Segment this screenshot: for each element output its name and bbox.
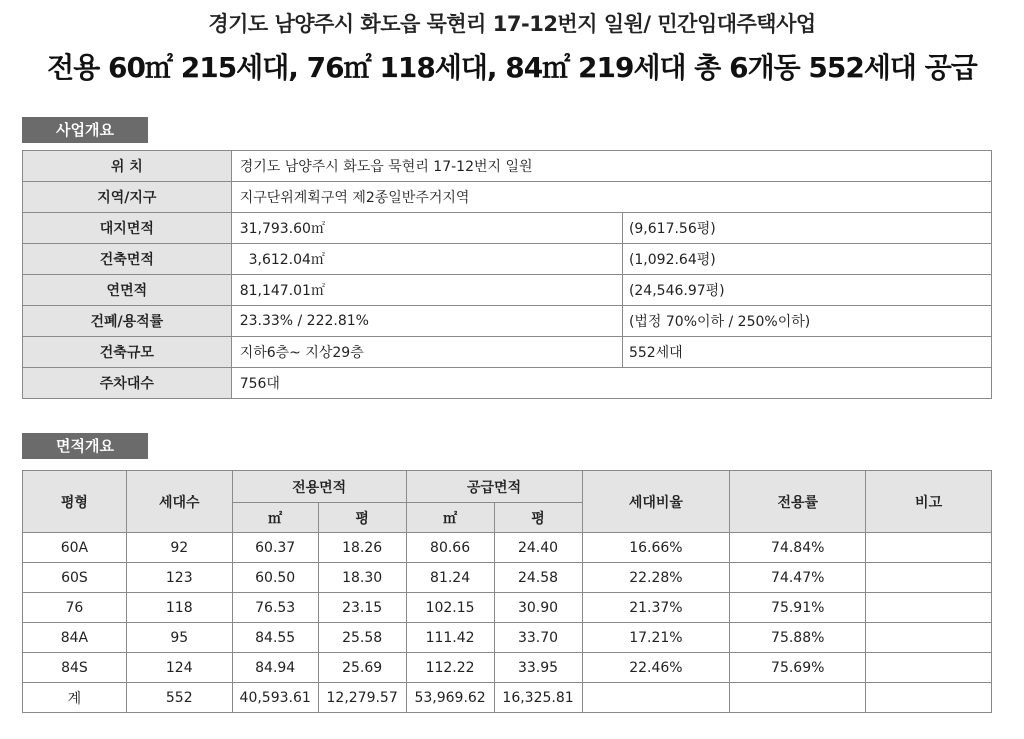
area-row xyxy=(23,683,992,713)
overview-value: 지구단위계획구역 제2종일반주거지역 xyxy=(231,182,991,213)
overview-value: 경기도 남양주시 화도읍 묵현리 17-12번지 일원 xyxy=(231,151,991,182)
overview-value: 756대 xyxy=(231,368,991,399)
overview-row xyxy=(23,182,992,213)
area-cell-type: 84S xyxy=(23,653,127,683)
area-cell-ex-m2: 60.50 xyxy=(232,563,318,593)
area-row xyxy=(23,623,992,653)
area-cell-ex-ratio: 75.88% xyxy=(730,623,866,653)
overview-label: 연면적 xyxy=(23,275,232,306)
overview-label: 건축규모 xyxy=(23,337,232,368)
area-cell-ex-ratio: 75.69% xyxy=(730,653,866,683)
overview-label: 대지면적 xyxy=(23,213,232,244)
area-cell-note xyxy=(866,533,992,563)
area-cell-ex-m2: 84.55 xyxy=(232,623,318,653)
area-cell-ex-py: 18.30 xyxy=(318,563,406,593)
area-cell-households: 118 xyxy=(126,593,232,623)
col-header-households: 세대수 xyxy=(126,471,232,533)
area-row xyxy=(23,593,992,623)
col-header-exclusive-pyeong: 평 xyxy=(318,503,406,533)
area-cell-ratio: 21.37% xyxy=(582,593,730,623)
overview-value: 3,612.04㎡ xyxy=(231,244,622,275)
area-cell-ex-py: 12,279.57 xyxy=(318,683,406,713)
area-cell-su-py: 30.90 xyxy=(494,593,582,623)
area-cell-note xyxy=(866,653,992,683)
area-cell-households: 123 xyxy=(126,563,232,593)
area-cell-su-m2: 112.22 xyxy=(406,653,494,683)
area-cell-households: 124 xyxy=(126,653,232,683)
overview-label: 건축면적 xyxy=(23,244,232,275)
area-cell-ex-py: 25.58 xyxy=(318,623,406,653)
area-section-tag: 면적개요 xyxy=(22,433,148,459)
overview-value: 81,147.01㎡ xyxy=(231,275,622,306)
area-cell-ex-py: 25.69 xyxy=(318,653,406,683)
area-cell-households: 95 xyxy=(126,623,232,653)
area-cell-ratio: 22.46% xyxy=(582,653,730,683)
project-overview-table xyxy=(22,150,992,399)
area-cell-ratio: 17.21% xyxy=(582,623,730,653)
project-title: 경기도 남양주시 화도읍 묵현리 17-12번지 일원/ 민간임대주택사업 xyxy=(208,12,816,36)
col-header-supply-area: 공급면적 xyxy=(406,471,582,503)
area-cell-su-m2: 80.66 xyxy=(406,533,494,563)
area-cell-note xyxy=(866,623,992,653)
overview-label: 주차대수 xyxy=(23,368,232,399)
area-cell-note xyxy=(866,563,992,593)
area-cell-type: 계 xyxy=(23,683,127,713)
area-cell-ex-ratio: 75.91% xyxy=(730,593,866,623)
overview-extra: (법정 70%이하 / 250%이하) xyxy=(622,306,991,337)
area-cell-ratio: 16.66% xyxy=(582,533,730,563)
area-row xyxy=(23,563,992,593)
overview-value: 31,793.60㎡ xyxy=(231,213,622,244)
area-row xyxy=(23,653,992,683)
area-cell-su-m2: 53,969.62 xyxy=(406,683,494,713)
area-cell-ratio xyxy=(582,683,730,713)
area-overview-table xyxy=(22,470,992,713)
overview-row xyxy=(23,368,992,399)
area-cell-ex-m2: 40,593.61 xyxy=(232,683,318,713)
area-cell-su-m2: 81.24 xyxy=(406,563,494,593)
area-cell-type: 60S xyxy=(23,563,127,593)
overview-value: 23.33% / 222.81% xyxy=(231,306,622,337)
overview-label: 건폐/용적률 xyxy=(23,306,232,337)
overview-extra: (24,546.97평) xyxy=(622,275,991,306)
area-cell-su-py: 33.70 xyxy=(494,623,582,653)
area-cell-su-py: 33.95 xyxy=(494,653,582,683)
area-cell-ex-m2: 76.53 xyxy=(232,593,318,623)
area-cell-ratio: 22.28% xyxy=(582,563,730,593)
col-header-exclusive-area: 전용면적 xyxy=(232,471,406,503)
area-cell-ex-ratio: 74.47% xyxy=(730,563,866,593)
overview-value: 지하6층~ 지상29층 xyxy=(231,337,622,368)
overview-extra: (9,617.56평) xyxy=(622,213,991,244)
area-cell-ex-py: 23.15 xyxy=(318,593,406,623)
col-header-type: 평형 xyxy=(23,471,127,533)
overview-extra: 552세대 xyxy=(622,337,991,368)
col-header-note: 비고 xyxy=(866,471,992,533)
area-cell-ex-m2: 60.37 xyxy=(232,533,318,563)
overview-label: 지역/지구 xyxy=(23,182,232,213)
area-cell-su-m2: 102.15 xyxy=(406,593,494,623)
area-cell-type: 76 xyxy=(23,593,127,623)
area-cell-su-py: 16,325.81 xyxy=(494,683,582,713)
area-cell-ex-m2: 84.94 xyxy=(232,653,318,683)
area-cell-su-py: 24.40 xyxy=(494,533,582,563)
area-cell-ex-ratio xyxy=(730,683,866,713)
col-header-ratio: 세대비율 xyxy=(582,471,730,533)
col-header-supply-m2: ㎡ xyxy=(406,503,494,533)
area-cell-note xyxy=(866,683,992,713)
area-cell-ex-ratio: 74.84% xyxy=(730,533,866,563)
col-header-exclusive-m2: ㎡ xyxy=(232,503,318,533)
area-cell-su-m2: 111.42 xyxy=(406,623,494,653)
overview-row xyxy=(23,244,992,275)
area-cell-ex-py: 18.26 xyxy=(318,533,406,563)
area-cell-type: 84A xyxy=(23,623,127,653)
supply-summary-title: 전용 60㎡ 215세대, 76㎡ 118세대, 84㎡ 219세대 총 6개동 552세대 공급 xyxy=(47,51,977,84)
overview-label: 위 치 xyxy=(23,151,232,182)
area-cell-su-py: 24.58 xyxy=(494,563,582,593)
col-header-supply-pyeong: 평 xyxy=(494,503,582,533)
overview-row xyxy=(23,306,992,337)
overview-row xyxy=(23,337,992,368)
area-cell-type: 60A xyxy=(23,533,127,563)
overview-row xyxy=(23,275,992,306)
overview-extra: (1,092.64평) xyxy=(622,244,991,275)
area-cell-note xyxy=(866,593,992,623)
area-row xyxy=(23,533,992,563)
overview-section-tag: 사업개요 xyxy=(22,117,148,143)
overview-row xyxy=(23,213,992,244)
overview-row xyxy=(23,151,992,182)
area-cell-households: 92 xyxy=(126,533,232,563)
area-cell-households: 552 xyxy=(126,683,232,713)
col-header-exclusive-ratio: 전용률 xyxy=(730,471,866,533)
